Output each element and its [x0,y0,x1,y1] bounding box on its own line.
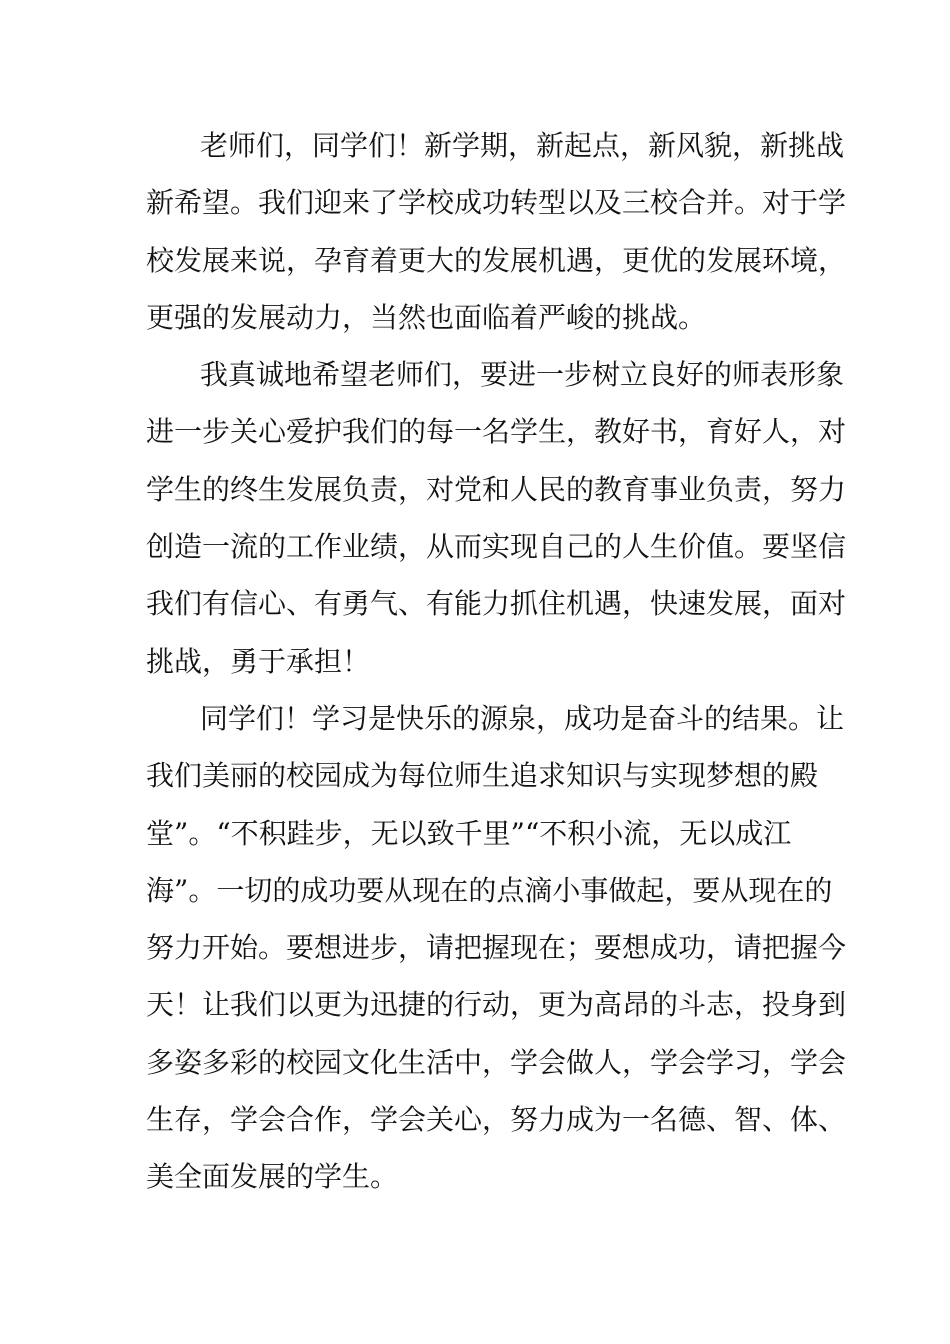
paragraph-line: 我真诚地希望老师们，要进一步树立良好的师表形象 [200,358,845,392]
paragraph-line: 我们美丽的校园成为每位师生追求知识与实现梦想的殿 [146,759,819,793]
body-text [146,117,847,1206]
paragraph-line: 更强的发展动力，当然也面临着严峻的挑战。 [146,300,707,334]
paragraph-line: 美全面发展的学生。 [146,1160,399,1194]
paragraph-2 [146,346,847,690]
paragraph-line: 生存，学会合作，学会关心，努力成为一名德、智、体、 [146,1103,847,1137]
paragraph-line: 天！让我们以更为迅捷的行动，更为高昂的斗志，投身到 [146,988,847,1022]
paragraph-line: 挑战，勇于承担！ [146,644,371,678]
paragraph-line: 海”。一切的成功要从现在的点滴小事做起，要从现在的 [146,873,833,907]
paragraph-1 [146,117,847,346]
paragraph-line: 新希望。我们迎来了学校成功转型以及三校合并。对于学 [146,186,847,220]
paragraph-line: 创造一流的工作业绩，从而实现自己的人生价值。要坚信 [146,530,847,564]
paragraph-line: 多姿多彩的校园文化生活中，学会做人，学会学习，学会 [146,1045,847,1079]
paragraph-line: 努力开始。要想进步，请把握现在；要想成功，请把握今 [146,931,847,965]
paragraph-line: 堂”。“不积跬步，无以致千里”“不积小流，无以成江 [146,816,792,850]
paragraph-line: 进一步关心爱护我们的每一名学生，教好书，育好人，对 [146,415,847,449]
paragraph-line: 学生的终生发展负责，对党和人民的教育事业负责，努力 [146,472,847,506]
paragraph-line: 同学们！学习是快乐的源泉，成功是奋斗的结果。让 [200,701,845,735]
paragraph-line: 我们有信心、有勇气、有能力抓住机遇，快速发展，面对 [146,587,847,621]
paragraph-line: 老师们，同学们！新学期，新起点，新风貌，新挑战 [200,129,845,162]
paragraph-line: 校发展来说，孕育着更大的发展机遇，更优的发展环境， [146,243,847,277]
paragraph-3 [146,690,847,1206]
